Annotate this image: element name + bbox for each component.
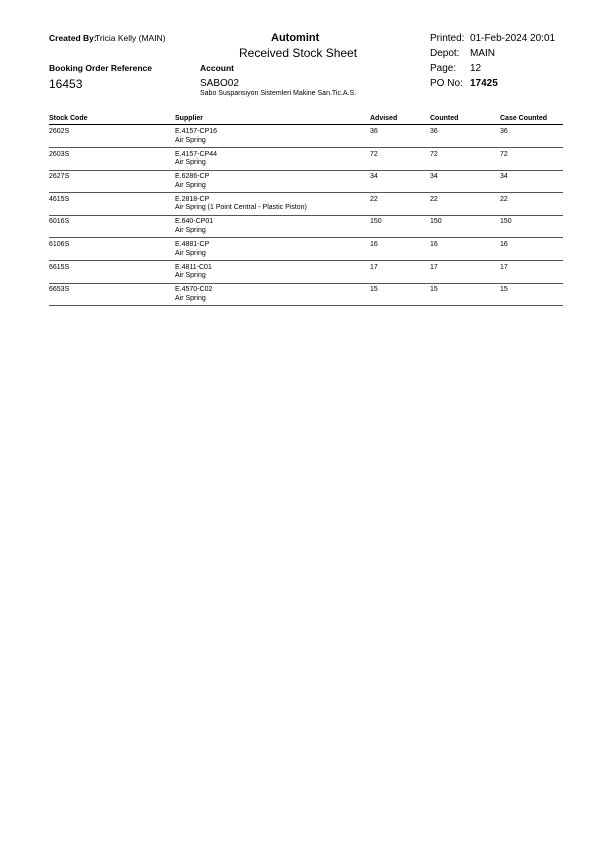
po-label: PO No: [430, 78, 463, 89]
description-cell: Air Spring [175, 136, 206, 144]
column-header-case-counted: Case Counted [500, 115, 548, 122]
advised-cell: 16 [370, 241, 378, 248]
case-counted-cell: 150 [500, 218, 512, 226]
created-by-label: Created By: [49, 33, 97, 43]
created-by-value: Tricia Kelly (MAIN) [95, 33, 166, 43]
advised-cell: 15 [370, 286, 378, 294]
supplier-code-cell: E.4811-C01 [175, 263, 212, 271]
counted-cell: 15 [430, 286, 438, 294]
row-divider [49, 170, 563, 171]
column-header-supplier: Supplier [175, 115, 204, 122]
description-cell: Air Spring [175, 159, 206, 167]
row-divider [49, 215, 563, 216]
booking-value: 16453 [49, 77, 83, 91]
stock-code-cell: 6016S [49, 218, 70, 226]
company-name: Automint [271, 32, 320, 44]
case-counted-cell: 34 [500, 173, 508, 181]
supplier-code-cell: E.640-CP01 [175, 218, 214, 226]
account-code: SABO02 [200, 78, 239, 89]
row-divider [49, 305, 563, 306]
advised-cell: 17 [370, 263, 378, 271]
document-title: Received Stock Sheet [239, 46, 358, 60]
supplier-code-cell: E.4157-CP16 [175, 128, 218, 135]
printed-value: 01-Feb-2024 20:01 [470, 33, 556, 44]
account-name: Sabo Suspansiyon Sistemleri Makine San.Tic.A.S. [200, 90, 357, 97]
row-divider [49, 192, 563, 193]
advised-cell: 150 [370, 218, 382, 226]
case-counted-cell: 22 [500, 195, 508, 203]
description-cell: Air Spring [175, 294, 206, 302]
counted-cell: 16 [430, 241, 438, 248]
supplier-code-cell: E.4881-CP [175, 241, 210, 248]
stock-code-cell: 2603S [49, 150, 70, 158]
depot-value: MAIN [470, 48, 495, 59]
stock-code-cell: 6653S [49, 286, 70, 294]
description-cell: Air Spring [175, 249, 206, 257]
page-label: Page: [430, 63, 457, 74]
stock-code-cell: 6106S [49, 241, 70, 248]
description-cell: Air Spring [175, 272, 206, 280]
column-header-stock-code: Stock Code [49, 115, 88, 122]
supplier-code-cell: E.6286-CP [175, 173, 210, 181]
case-counted-cell: 16 [500, 241, 508, 248]
header-rule [49, 124, 563, 125]
depot-label: Depot: [430, 48, 460, 59]
counted-cell: 150 [430, 218, 442, 226]
case-counted-cell: 15 [500, 286, 508, 294]
advised-cell: 72 [370, 150, 378, 158]
stock-code-cell: 2627S [49, 173, 70, 181]
row-divider [49, 237, 563, 238]
row-divider [49, 283, 563, 284]
stock-code-cell: 2602S [49, 128, 70, 135]
stock-code-cell: 6615S [49, 263, 70, 271]
counted-cell: 17 [430, 263, 438, 271]
advised-cell: 22 [370, 195, 378, 203]
description-cell: Air Spring [175, 226, 206, 234]
stock-code-cell: 4615S [49, 195, 70, 203]
counted-cell: 34 [430, 173, 438, 181]
column-header-advised: Advised [370, 115, 398, 122]
counted-cell: 22 [430, 195, 438, 203]
booking-label: Booking Order Reference [49, 63, 152, 73]
counted-cell: 72 [430, 150, 438, 158]
case-counted-cell: 72 [500, 150, 508, 158]
supplier-code-cell: E.2818-CP [175, 195, 210, 203]
row-divider [49, 147, 563, 148]
advised-cell: 36 [370, 128, 378, 135]
advised-cell: 34 [370, 173, 378, 181]
description-cell: Air Spring [175, 181, 206, 189]
case-counted-cell: 17 [500, 263, 508, 271]
column-header-counted: Counted [430, 115, 459, 122]
supplier-code-cell: E.4570-C02 [175, 286, 213, 294]
counted-cell: 36 [430, 128, 438, 135]
po-value: 17425 [470, 78, 498, 89]
description-cell: Air Spring (1 Point Central - Plastic Piston) [175, 204, 307, 212]
page-value: 12 [470, 63, 482, 74]
row-divider [49, 260, 563, 261]
supplier-code-cell: E.4157-CP44 [175, 150, 218, 158]
account-label: Account [200, 63, 234, 73]
case-counted-cell: 36 [500, 128, 508, 135]
printed-label: Printed: [430, 33, 465, 44]
